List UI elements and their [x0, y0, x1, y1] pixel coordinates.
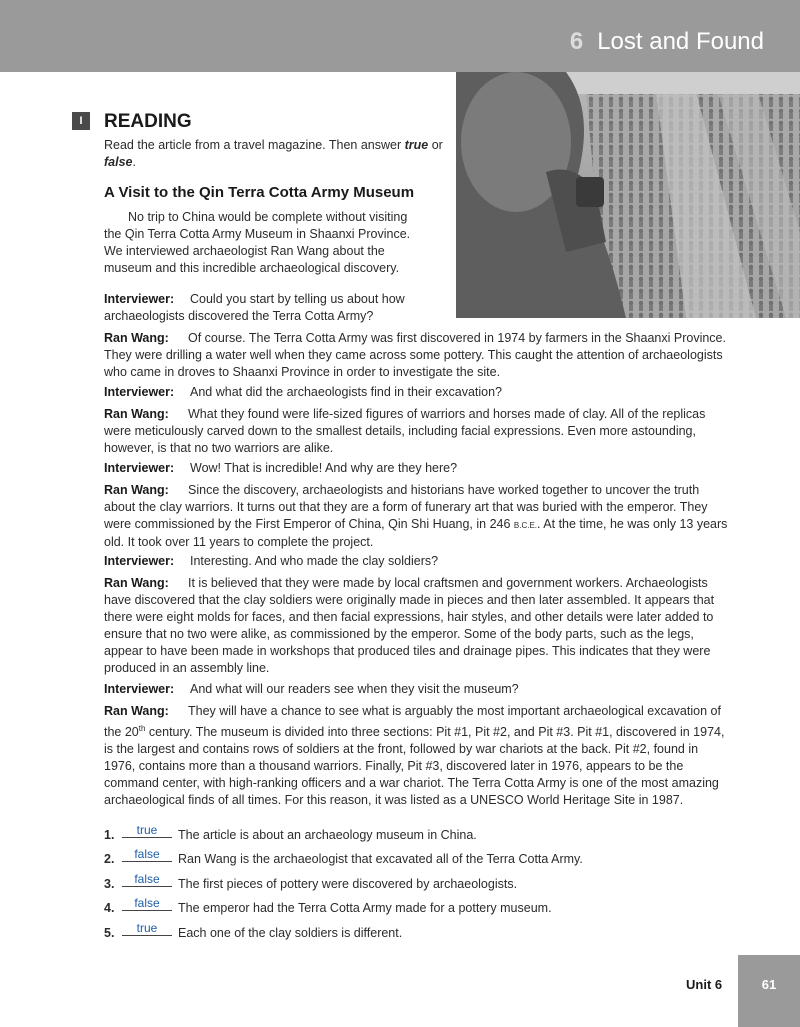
answer-blank[interactable]: true: [122, 823, 172, 838]
dialogue-line: Ran Wang: They will have a chance to see what is arguably the most important archaeological excavation of the 20th century. The museum is divided into three sections: Pit #1, Pit #2, and Pit #3. Pit #1, discovered in 1974, is the largest and contains rows of soldiers at the front, followed by war chariots at the back. Pit #2, found in 1976, contains more than a thousand warriors. Finally, Pit #3, discovered later in 1976, appears to be the command center, with high-ranking officers and a war chariot. The Terra Cotta Army is one of the most amazing archaeological finds of all times. For this reason, it was listed as a UNESCO World Heritage Site in 1987.: [104, 704, 725, 808]
dialogue-line: Ran Wang: It is believed that they were made by local craftsmen and government workers. Archaeologists have discovered that the clay soldiers were originally made in pieces and then later assembled. It appears that there were eight molds for faces, and then facial expressions, hair styles, and other details were later added to ensure that no two were alike, as commissioned by the emperor. Some of the body parts, such as the legs, appear to have been made in workshops that produced tiles and drainage pipes. This indicates that they were produced in an assembly line.: [104, 576, 715, 675]
question-row: [104, 896, 552, 921]
dialogue-line: Ran Wang: Since the discovery, archaeologists and historians have worked together to uncover the truth about the clay warriors. It turns out that they are a form of funerary art that was buried with the emperor. They were commissioned by the First Emperor of China, Qin Shi Huang, in 246 B.C.E.. At the time, he was only 13 years old. It took over 11 years to complete the project.: [104, 483, 728, 549]
speaker: Interviewer:: [104, 292, 175, 306]
false-word: false: [104, 155, 133, 169]
question-text: The first pieces of pottery were discovered by archaeologists.: [178, 877, 518, 891]
page-number: 61: [761, 977, 777, 992]
answer-blank[interactable]: false: [122, 896, 172, 911]
unit-title: [570, 28, 764, 56]
photo-illustration: [456, 72, 800, 318]
speaker: Ran Wang:: [104, 407, 169, 421]
answer-blank[interactable]: false: [122, 872, 172, 887]
answer-blank[interactable]: true: [122, 921, 172, 936]
question-number: 5.: [104, 926, 115, 940]
footer-unit-label: Unit 6: [686, 977, 723, 992]
terra-cotta-photo: [456, 72, 800, 318]
section-number-badge: I: [72, 112, 90, 130]
question-text: Each one of the clay soldiers is different.: [178, 926, 403, 940]
article-intro: No trip to China would be complete without visiting the Qin Terra Cotta Army Museum in Shaanxi Province. We interviewed archaeologist Ran Wang about the museum and this incredible archaeological discovery.: [104, 210, 411, 275]
speaker: Interviewer:: [104, 682, 175, 696]
unit-title-text: Lost and Found: [597, 28, 764, 55]
dialogue-line: Ran Wang: What they found were life-sized figures of warriors and horses made of clay. All of the replicas were meticulously carved down to the smallest details, including facial expressions. Even more astounding, however, is that no two warriors are alike.: [104, 407, 706, 455]
era-abbreviation: B.C.E.: [513, 521, 538, 530]
dialogue-line: Ran Wang: Of course. The Terra Cotta Army was first discovered in 1974 by farmers in the Shaanxi Province. They were drilling a water well when they came across some pottery. This caught the attention of archaeologists who came in droves to Shaanxi Province in order to investigate the site.: [104, 331, 726, 379]
question-row: [104, 872, 518, 897]
unit-number: 6: [569, 28, 584, 55]
question-text: The article is about an archaeology museum in China.: [178, 828, 477, 842]
dialogue-line: Interviewer: And what will our readers see when they visit the museum?: [104, 682, 519, 696]
dialogue-line: Interviewer: Could you start by telling us about how archaeologists discovered the Terra Cotta Army?: [104, 292, 405, 323]
dialogue-line: Interviewer: Wow! That is incredible! And why are they here?: [104, 461, 458, 475]
question-number: 1.: [104, 828, 115, 842]
true-word: true: [404, 138, 429, 152]
speaker: Ran Wang:: [104, 576, 169, 590]
question-number: 2.: [104, 852, 115, 866]
speaker: Ran Wang:: [104, 483, 169, 497]
question-text: Ran Wang is the archaeologist that excavated all of the Terra Cotta Army.: [178, 852, 583, 866]
speaker: Ran Wang:: [104, 331, 169, 345]
question-row: [104, 921, 403, 946]
speaker: Interviewer:: [104, 461, 175, 475]
question-row: [104, 847, 583, 872]
speaker: Ran Wang:: [104, 704, 169, 718]
speaker: Interviewer:: [104, 385, 175, 399]
question-row: [104, 823, 477, 848]
superscript: th: [138, 724, 146, 733]
answer-blank[interactable]: false: [122, 847, 172, 862]
question-number: 4.: [104, 901, 115, 915]
speaker: Interviewer:: [104, 554, 175, 568]
dialogue-line: Interviewer: Interesting. And who made the clay soldiers?: [104, 554, 439, 568]
article-title: A Visit to the Qin Terra Cotta Army Museum: [104, 184, 415, 201]
section-title: READING: [104, 111, 192, 132]
instructions: Read the article from a travel magazine. Then answer true or false.: [104, 138, 443, 169]
dialogue-line: Interviewer: And what did the archaeologists find in their excavation?: [104, 385, 502, 399]
question-text: The emperor had the Terra Cotta Army made for a pottery museum.: [178, 901, 552, 915]
question-number: 3.: [104, 877, 115, 891]
